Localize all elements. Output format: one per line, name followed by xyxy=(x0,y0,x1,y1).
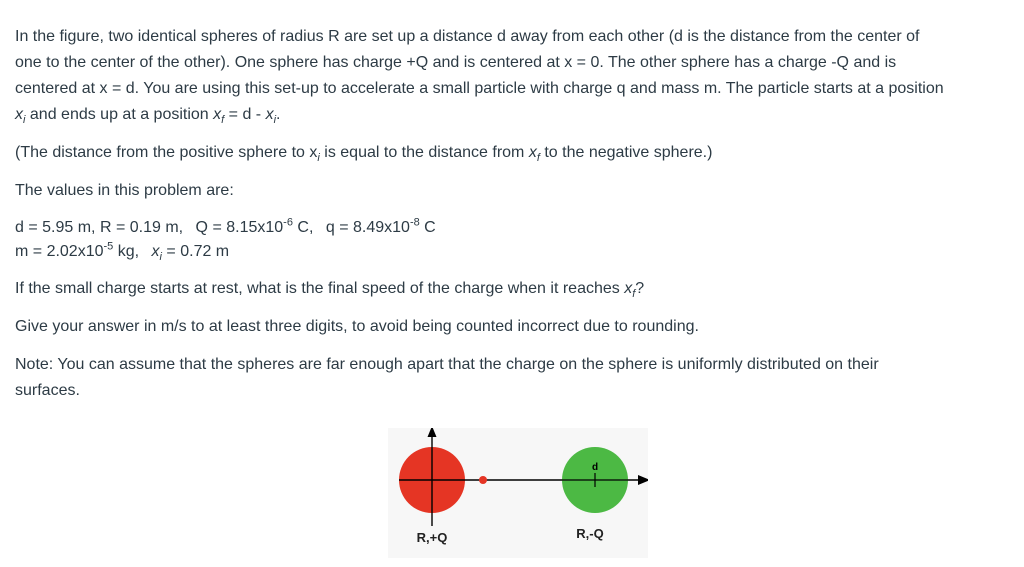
intro-text: = d - xyxy=(224,106,266,123)
positive-sphere-label: R,+Q xyxy=(416,530,448,545)
xi-symbol: x xyxy=(265,106,274,123)
uniform-note xyxy=(15,352,1010,404)
note-line-2: surfaces. xyxy=(15,382,80,399)
note-line-1: Note: You can assume that the spheres are far enough apart that the charge on the sphere is uniformly distributed on their xyxy=(15,356,879,373)
value-m-exponent: -5 xyxy=(103,240,114,253)
xf-subscript: f xyxy=(536,152,540,165)
xi-subscript: i xyxy=(159,251,162,264)
xi-symbol: x xyxy=(15,106,23,123)
intro-line-1: In the figure, two identical spheres of radius R are set up a distance d away from each other (d is the distance from the center of xyxy=(15,28,920,45)
xf-symbol: x xyxy=(528,144,537,161)
problem-content xyxy=(15,24,1010,404)
particle xyxy=(479,476,487,484)
xf-subscript: f xyxy=(221,114,225,127)
intro-line-3: centered at x = d. You are using this set-up to accelerate a small particle with charge q and mass m. The particle starts at a position xyxy=(15,80,944,97)
question-mark: ? xyxy=(635,280,645,297)
values-block xyxy=(15,216,1010,264)
intro-line-2: one to the center of the other). One sphere has charge +Q and is centered at x = 0. The other sphere has a charge -Q and is xyxy=(15,54,897,71)
intro-text: . xyxy=(276,106,281,123)
value-m: m = 2.02x10 xyxy=(15,243,104,260)
xi-symbol: x xyxy=(151,243,160,260)
note-text: is equal to the distance from xyxy=(319,144,529,161)
distance-label: d xyxy=(591,462,599,473)
instruction: Give your answer in m/s to at least three digits, to avoid being counted incorrect due to rounding. xyxy=(15,318,699,335)
note-text: to the negative sphere.) xyxy=(539,144,713,161)
value-d-R: d = 5.95 m, R = 0.19 m, xyxy=(15,219,184,236)
xf-symbol: x xyxy=(213,106,222,123)
value-Q: Q = 8.15x10 xyxy=(195,219,284,236)
xf-subscript: f xyxy=(632,288,636,301)
xi-subscript: i xyxy=(273,114,277,127)
spheres-diagram xyxy=(388,428,648,558)
intro-text: and ends up at a position xyxy=(25,106,214,123)
value-q: q = 8.49x10 xyxy=(325,219,410,236)
note-text: (The distance from the positive sphere to x xyxy=(15,144,318,161)
xi-subscript: i xyxy=(317,152,320,165)
value-Q-unit: C, xyxy=(292,219,314,236)
xi-subscript: i xyxy=(23,114,26,127)
xf-symbol: x xyxy=(624,280,633,297)
negative-sphere-label: R,-Q xyxy=(576,526,604,541)
distance-note xyxy=(15,140,1010,166)
problem-intro xyxy=(15,24,1010,128)
spheres-figure xyxy=(388,428,648,558)
values-heading: The values in this problem are: xyxy=(15,182,234,199)
question-text: If the small charge starts at rest, what is the final speed of the charge when it reaches xyxy=(15,280,625,297)
value-q-unit: C xyxy=(419,219,436,236)
question xyxy=(15,276,1010,302)
value-Q-exponent: -6 xyxy=(283,216,293,229)
value-q-exponent: -8 xyxy=(409,216,420,229)
value-m-unit: kg, xyxy=(113,243,140,260)
value-xi: = 0.72 m xyxy=(161,243,230,260)
